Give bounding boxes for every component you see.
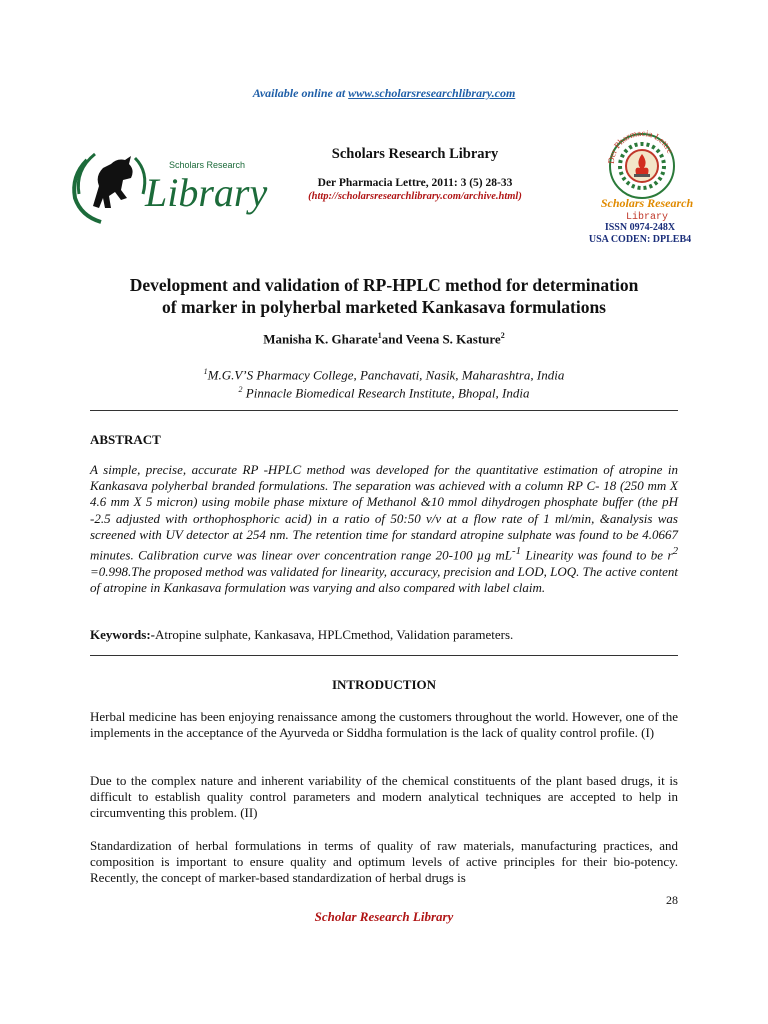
seal-ring-text: Der Pharmacia Lettre [605, 127, 676, 165]
issn-block [560, 222, 720, 246]
author-1-sup: 1 [377, 331, 382, 340]
title-line-2: of marker in polyherbal marketed Kankasava formulations [162, 297, 606, 317]
divider-top [90, 410, 678, 411]
keywords-text: Atropine sulphate, Kankasava, HPLCmethod, Validation parameters. [155, 627, 514, 642]
archive-link[interactable]: (http://scholarsresearchlibrary.com/archive.html) [308, 191, 522, 202]
horse-library-logo-icon [65, 146, 268, 226]
affiliations [0, 364, 768, 401]
seal-line2: Library [625, 212, 669, 223]
abstract-heading: ABSTRACT [90, 432, 161, 447]
logo-script-text: Library [145, 170, 268, 215]
aff-1-sup: 1 [203, 367, 208, 376]
logo-small-text: Scholars Research [169, 160, 246, 170]
coden: USA CODEN: DPLEB4 [588, 234, 692, 245]
website-link[interactable]: www.scholarsresearchlibrary.com [348, 86, 516, 100]
aff-2-sup: 2 [238, 385, 243, 395]
authors [0, 331, 768, 347]
abstract-part-3: =0.998.The proposed method was validated for linearity, accuracy, precision and LOD, LOQ. The active content of atropine in Kankasava formulation was varying and also compared with label claim. [90, 563, 678, 595]
der-pharmacia-lettre-seal-icon [592, 126, 702, 226]
journal-citation: Der Pharmacia Lettre, 2011: 3 (5) 28-33 [317, 177, 513, 189]
keywords-label: Keywords:- [90, 627, 155, 642]
available-online-line [0, 86, 768, 101]
page-number: 28 [666, 893, 678, 907]
intro-paragraph-1: Herbal medicine has been enjoying renaissance among the customers throughout the world. However, one of the implements in the acceptance of the Ayurveda or Siddha formulation is the lack of quality control profile. (I) [90, 709, 678, 741]
abstract-part-2: Linearity was found to be r [521, 547, 673, 563]
intro-paragraph-2: Due to the complex nature and inherent variability of the chemical constituents of the plant based drugs, it is difficult to establish quality control parameters and modern analytical techniques are accepted to help in circumventing this problem. (II) [90, 773, 678, 821]
issn-number: ISSN 0974-248X [604, 222, 676, 233]
abstract-sup-1: -1 [511, 545, 521, 558]
library-name: Scholars Research Library [331, 146, 499, 162]
abstract-text [90, 462, 678, 596]
abstract-sup-2: 2 [672, 545, 678, 558]
seal-line1: Scholars Research [600, 196, 694, 210]
footer-library: Scholar Research Library [314, 909, 454, 924]
affiliation-1: M.G.V’S Pharmacy College, Panchavati, Nasik, Maharashtra, India [207, 367, 565, 383]
author-2: and Veena S. Kasture [381, 331, 501, 347]
available-prefix: Available online at [252, 86, 349, 100]
title-line-1: Development and validation of RP-HPLC method for determination [129, 275, 639, 295]
author-2-sup: 2 [500, 331, 505, 340]
introduction-heading: INTRODUCTION [331, 677, 436, 692]
author-1: Manisha K. Gharate [263, 331, 378, 347]
affiliation-2: Pinnacle Biomedical Research Institute, Bhopal, India [242, 385, 530, 401]
keywords [90, 627, 678, 643]
abstract-part-1: A simple, precise, accurate RP -HPLC method was developed for the quantitative estimation of atropine in Kankasava polyherbal branded formulations. The separation was achieved with a column RP C- 18 (250 mm X 4.6 mm X 5 micron) using mobile phase mixture of Methanol &10 mmol dihydrogen phosphate buffer (the pH -2.5 adjusted with orthophosphoric acid) in a ratio of 50:50 v/v at a flow rate of 1 ml/min, &analysis was screened with UV detector at 254 nm. The retention time for standard atropine sulphate was found to be 4.0667 minutes. Calibration curve was linear over concentration range 20-100 µg mL [90, 462, 678, 563]
divider-bottom [90, 655, 678, 656]
paper-title [70, 274, 698, 318]
intro-paragraph-3: Standardization of herbal formulations in terms of quality of raw materials, manufacturing practices, and composition is important to ensure quality and optimum levels of active principles for their bio-potency. Recently, the concept of marker-based standardization of herbal drugs is [90, 838, 678, 886]
